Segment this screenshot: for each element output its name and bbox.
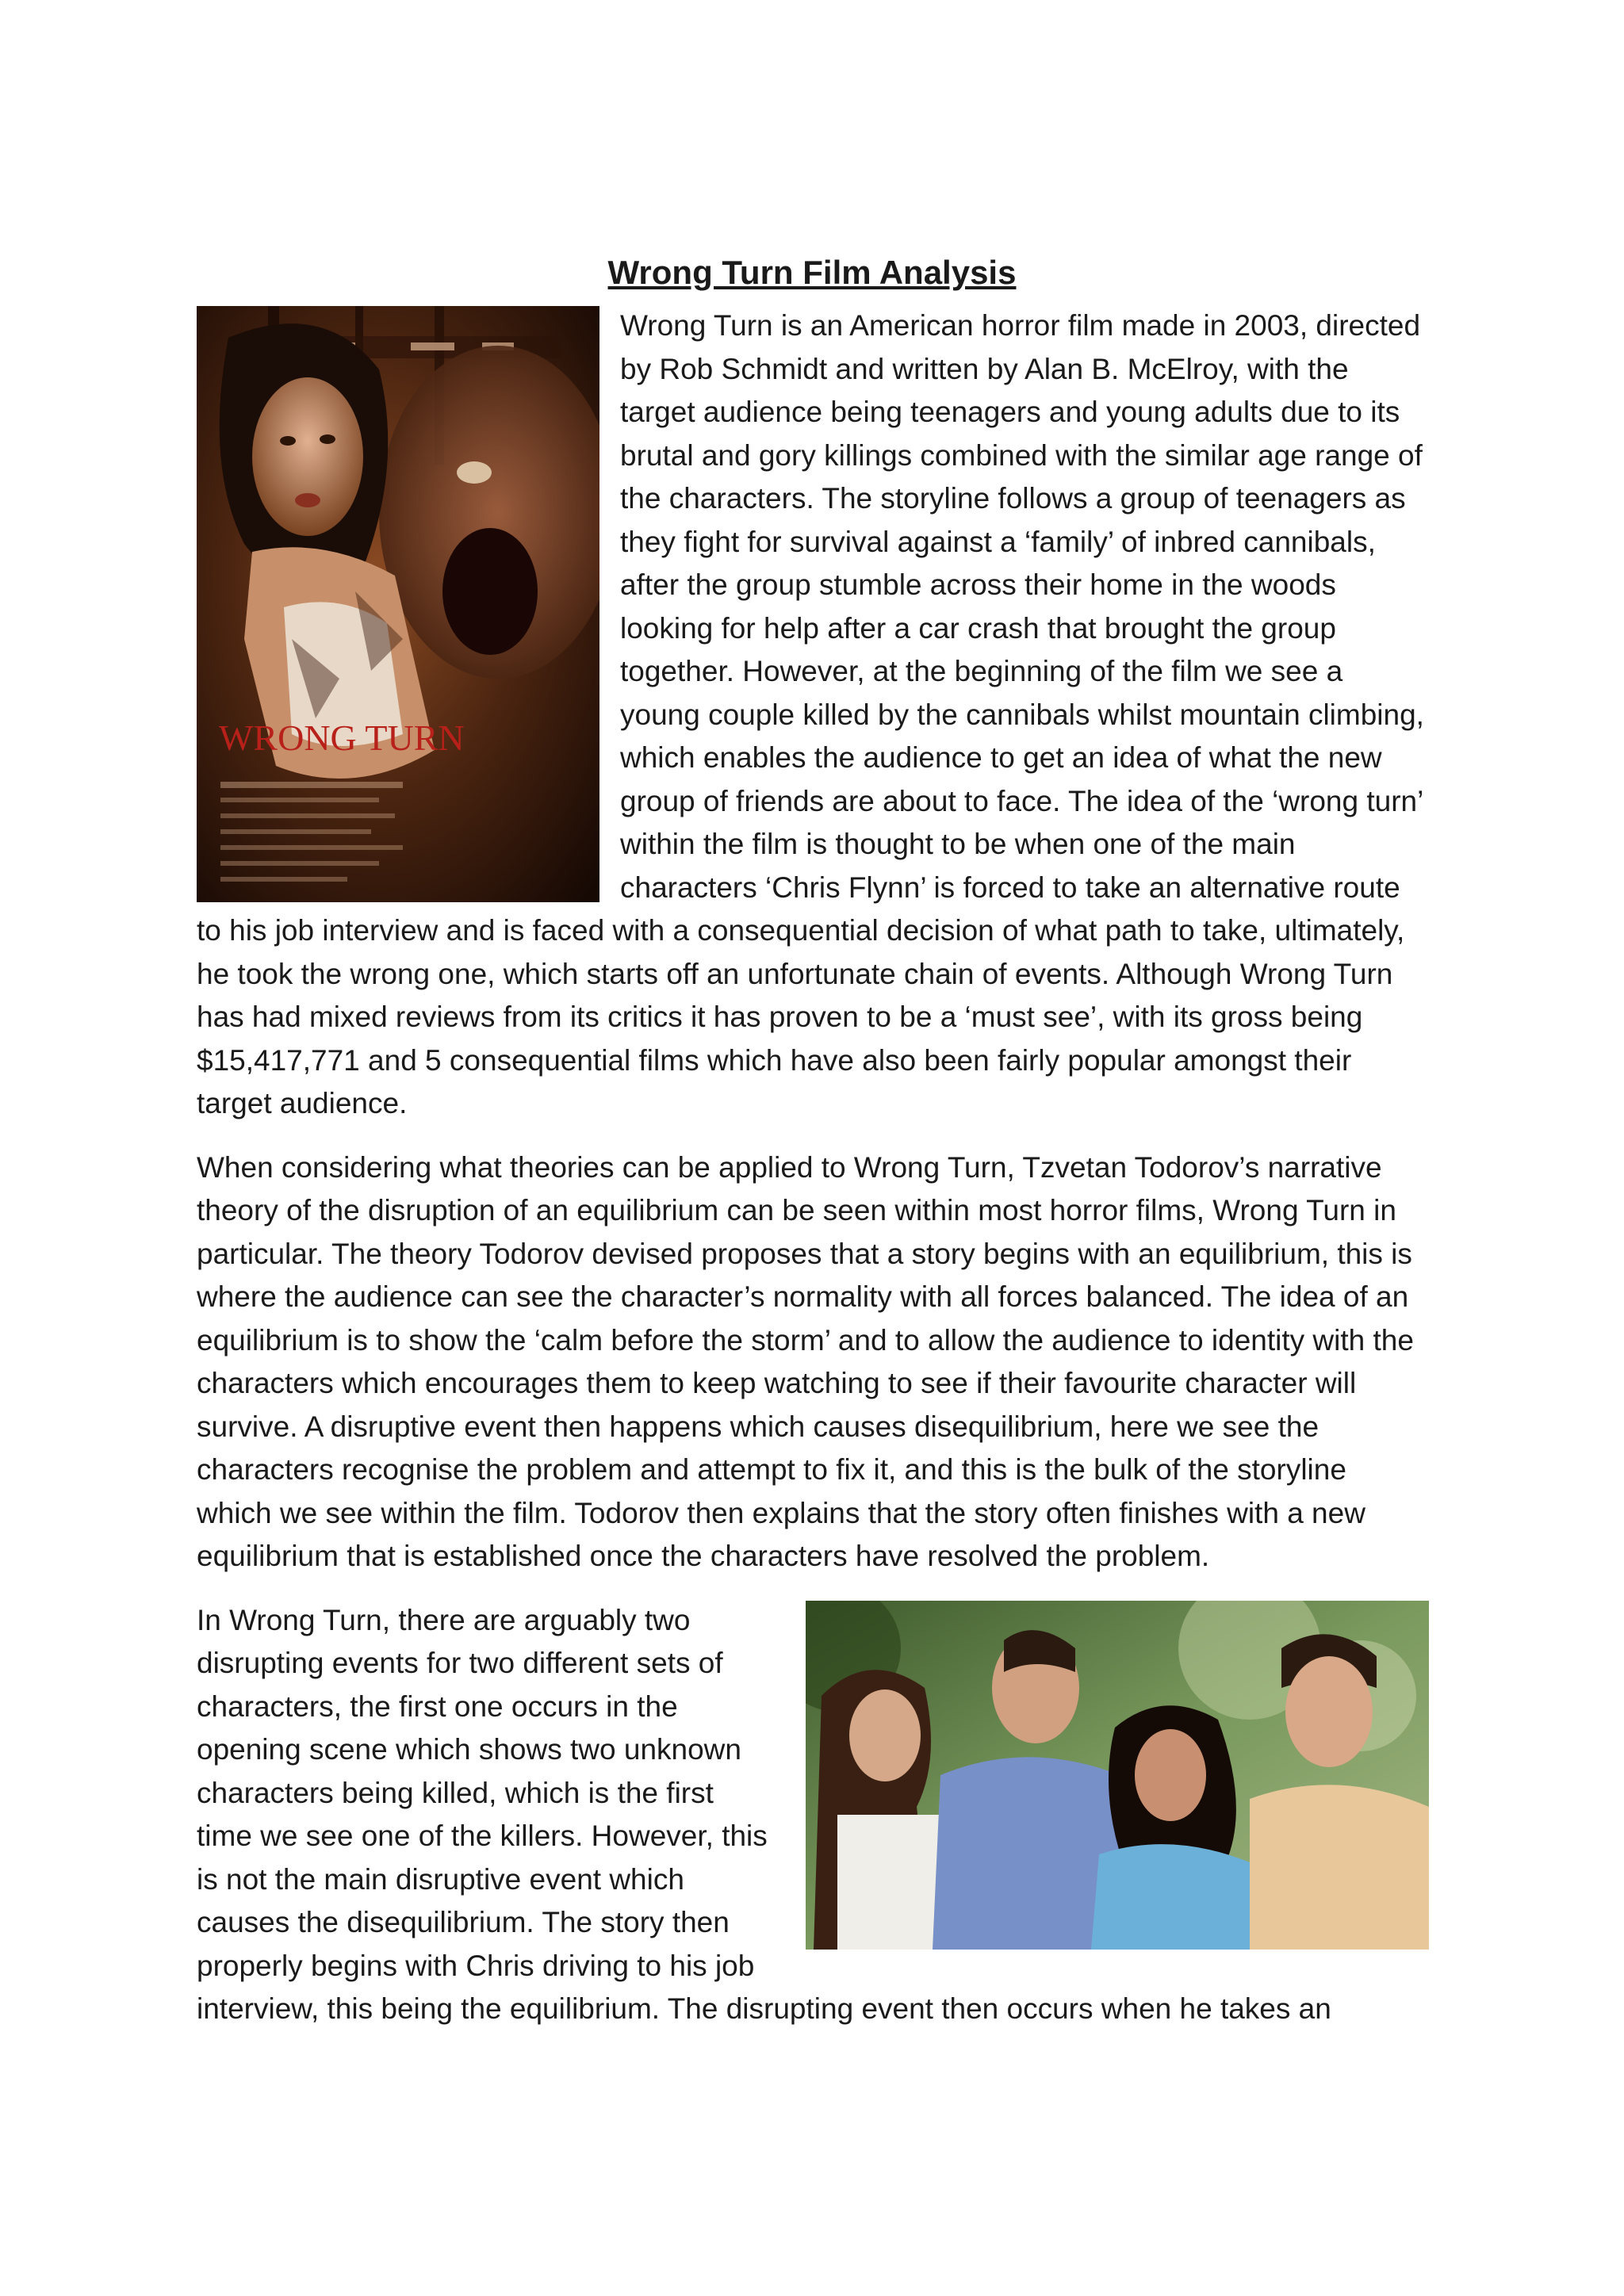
- poster-title-text: WRONG TURN: [219, 718, 465, 758]
- paragraph-intro-text: Wrong Turn is an American horror film made in 2003, directed by Rob Schmidt and written by Alan B. McElroy, with the target audience being teenagers and young adults due to its brutal and gory killings combined with the similar age range of the characters. The storyline follows a group of teenagers as they fight for survival against a ‘family’ of inbred cannibals, after the group stumble across their home in the woods looking for help after a car crash that brought the group together. However, at the beginning of the film we see a young couple killed by the cannibals whilst mountain climbing, which enables the audience to get an idea of what the new group of friends are about to face. The idea of the ‘wrong turn’ within the film is thought to be when one of the main characters ‘Chris Flynn’ is forced to take an alternative route to his job interview and is faced with a consequential decision of what path to take, ultimately, he took the wrong one, which starts off an unfortunate chain of events. Although Wrong Turn has had mixed reviews from its critics it has proven to be a ‘must see’, with its gross being $15,417,771 and 5 consequential films which have also been fairly popular amongst their target audience.: [197, 309, 1424, 1119]
- document-content: [197, 251, 1427, 2031]
- paragraph-intro: [197, 304, 1427, 1126]
- film-still-image: [806, 1601, 1429, 1950]
- paragraph-disruption: [197, 1599, 1427, 2031]
- paragraph-theory: When considering what theories can be applied to Wrong Turn, Tzvetan Todorov’s narrative theory of the disruption of an equilibrium can be seen within most horror films, Wrong Turn in particular. The theory Todorov devised proposes that a story begins with an equilibrium, this is where the audience can see the character’s normality with all forces balanced. The idea of an equilibrium is to show the ‘calm before the storm’ and to allow the audience to identity with the characters which encourages them to keep watching to see if their favourite character will survive. A disruptive event then happens which causes disequilibrium, here we see the characters recognise the problem and attempt to fix it, and this is the bulk of the storyline which we see within the film. Todorov then explains that the story often finishes with a new equilibrium that is established once the characters have resolved the problem.: [197, 1150, 1414, 1572]
- document-title: Wrong Turn Film Analysis: [607, 254, 1017, 291]
- paragraph-disruption-text: In Wrong Turn, there are arguably two disrupting events for two different sets of characters, the first one occurs in the opening scene which shows two unknown characters being killed, which is the first time we see one of the killers. However, this is not the main disruptive event which causes the disequilibrium. The story then properly begins with Chris driving to his job interview, this being the equilibrium. The disrupting event then occurs when he takes an: [197, 1603, 1331, 2025]
- movie-poster-image: [197, 306, 599, 902]
